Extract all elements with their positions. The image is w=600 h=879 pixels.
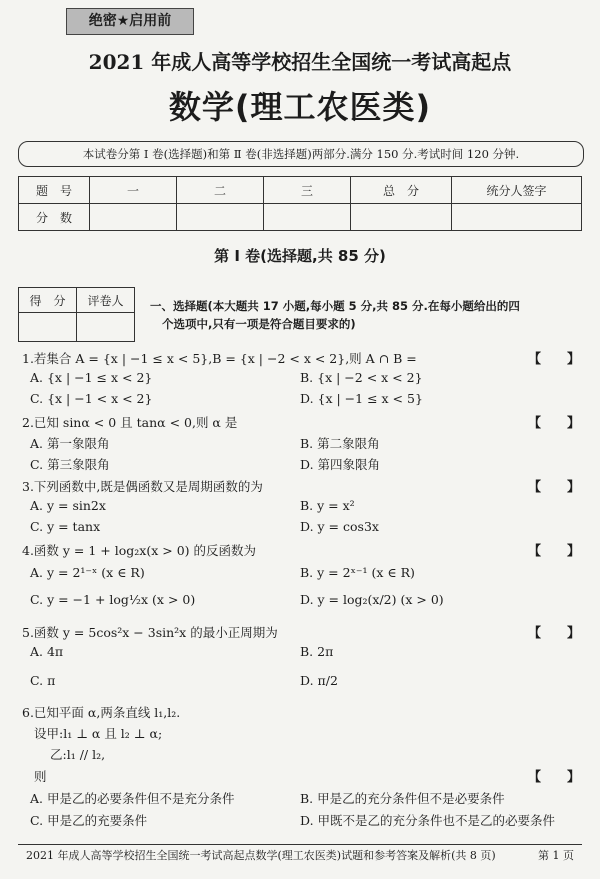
question-5-option-a: A. 4π: [30, 644, 64, 659]
score-table: [18, 176, 582, 231]
score-header-cell: 题 号: [19, 177, 90, 204]
question-3-option-a: A. y = sin2x: [30, 498, 106, 513]
question-6-option-c: C. 甲是乙的充要条件: [30, 813, 148, 828]
answer-bracket[interactable]: 【 】: [528, 544, 581, 559]
question-2-option-a: A. 第一象限角: [30, 436, 110, 451]
question-4-stem: 4.函数 y = 1 + log₂x(x > 0) 的反函数为: [22, 543, 256, 558]
score-cell[interactable]: [452, 204, 582, 231]
question-1-stem: 1.若集合 A = {x | −1 ≤ x < 5},B = {x | −2 < x < 2},则 A ∩ B =: [22, 351, 417, 366]
question-2-option-d: D. 第四象限角: [300, 457, 381, 472]
score-header-cell: 二: [177, 177, 264, 204]
grader-table: [18, 287, 135, 342]
question-6-option-b: B. 甲是乙的充分条件但不是必要条件: [300, 791, 505, 806]
question-6-then: 则: [34, 769, 47, 784]
score-row-label: 分 数: [19, 204, 90, 231]
answer-bracket[interactable]: 【 】: [528, 770, 581, 785]
question-1-option-b: B. {x | −2 < x < 2}: [300, 370, 423, 385]
question-4-option-c: C. y = −1 + log½x (x > 0): [30, 592, 196, 607]
question-2-option-b: B. 第二象限角: [300, 436, 380, 451]
confidential-badge: 绝密★启用前: [66, 8, 194, 35]
question-3-stem: 3.下列函数中,既是偶函数又是周期函数的为: [22, 479, 263, 494]
grader-score-cell[interactable]: [19, 313, 77, 342]
question-5-option-c: C. π: [30, 673, 56, 688]
question-6-stem: 6.已知平面 α,两条直线 l₁,l₂.: [22, 705, 181, 720]
footer-title: 2021 年成人高等学校招生全国统一考试高起点数学(理工农医类)试题和参考答案及解析(共 8 页): [26, 849, 496, 862]
question-2-stem: 2.已知 sinα < 0 且 tanα < 0,则 α 是: [22, 415, 238, 430]
exam-notice: 本试卷分第 Ⅰ 卷(选择题)和第 Ⅱ 卷(非选择题)两部分.满分 150 分.考试时间 120 分钟.: [18, 141, 584, 167]
score-cell[interactable]: [177, 204, 264, 231]
question-3-option-d: D. y = cos3x: [300, 519, 379, 534]
question-6-condition-a: 设甲:l₁ ⊥ α 且 l₂ ⊥ α;: [34, 726, 163, 741]
question-4-option-a: A. y = 2¹⁻ˣ (x ∈ R): [30, 565, 145, 580]
exam-title: 2021 年成人高等学校招生全国统一考试高起点: [88, 50, 512, 74]
question-4-option-d: D. y = log₂(x/2) (x > 0): [300, 592, 444, 607]
score-table-row: [19, 204, 582, 231]
answer-bracket[interactable]: 【 】: [528, 626, 581, 641]
question-1-option-a: A. {x | −1 ≤ x < 2}: [30, 370, 153, 385]
grader-name-label: 评卷人: [77, 288, 135, 313]
question-2-option-c: C. 第三象限角: [30, 457, 110, 472]
score-cell[interactable]: [264, 204, 351, 231]
page-footer: [18, 844, 582, 867]
answer-bracket[interactable]: 【 】: [528, 480, 581, 495]
question-5-option-b: B. 2π: [300, 644, 334, 659]
score-cell[interactable]: [90, 204, 177, 231]
score-table-header-row: [19, 177, 582, 204]
question-1-option-c: C. {x | −1 < x < 2}: [30, 391, 153, 406]
question-4-option-b: B. y = 2ˣ⁻¹ (x ∈ R): [300, 565, 415, 580]
score-header-cell: 总 分: [351, 177, 452, 204]
question-6-option-d: D. 甲既不是乙的充分条件也不是乙的必要条件: [300, 813, 556, 828]
score-cell[interactable]: [351, 204, 452, 231]
score-header-cell: 一: [90, 177, 177, 204]
question-1-option-d: D. {x | −1 ≤ x < 5}: [300, 391, 423, 406]
question-3-option-c: C. y = tanx: [30, 519, 101, 534]
answer-bracket[interactable]: 【 】: [528, 352, 581, 367]
section-title: 第 Ⅰ 卷(选择题,共 85 分): [214, 247, 386, 265]
score-header-cell: 统分人签字: [452, 177, 582, 204]
question-6-option-a: A. 甲是乙的必要条件但不是充分条件: [30, 791, 235, 806]
question-5-option-d: D. π/2: [300, 673, 338, 688]
page-number: 第 1 页: [538, 849, 574, 862]
question-6-condition-b: 乙:l₁ // l₂,: [50, 747, 106, 762]
question-3-option-b: B. y = x²: [300, 498, 355, 513]
question-5-stem: 5.函数 y = 5cos²x − 3sin²x 的最小正周期为: [22, 625, 278, 640]
answer-bracket[interactable]: 【 】: [528, 416, 581, 431]
subject-title: 数学(理工农医类): [168, 88, 432, 126]
section-instructions: [150, 297, 590, 333]
grader-score-label: 得 分: [19, 288, 77, 313]
score-header-cell: 三: [264, 177, 351, 204]
grader-name-cell[interactable]: [77, 313, 135, 342]
instructions-line: 一、选择题(本大题共 17 小题,每小题 5 分,共 85 分.在每小题给出的四: [150, 299, 520, 313]
instructions-line: 个选项中,只有一项是符合题目要求的): [162, 317, 356, 331]
